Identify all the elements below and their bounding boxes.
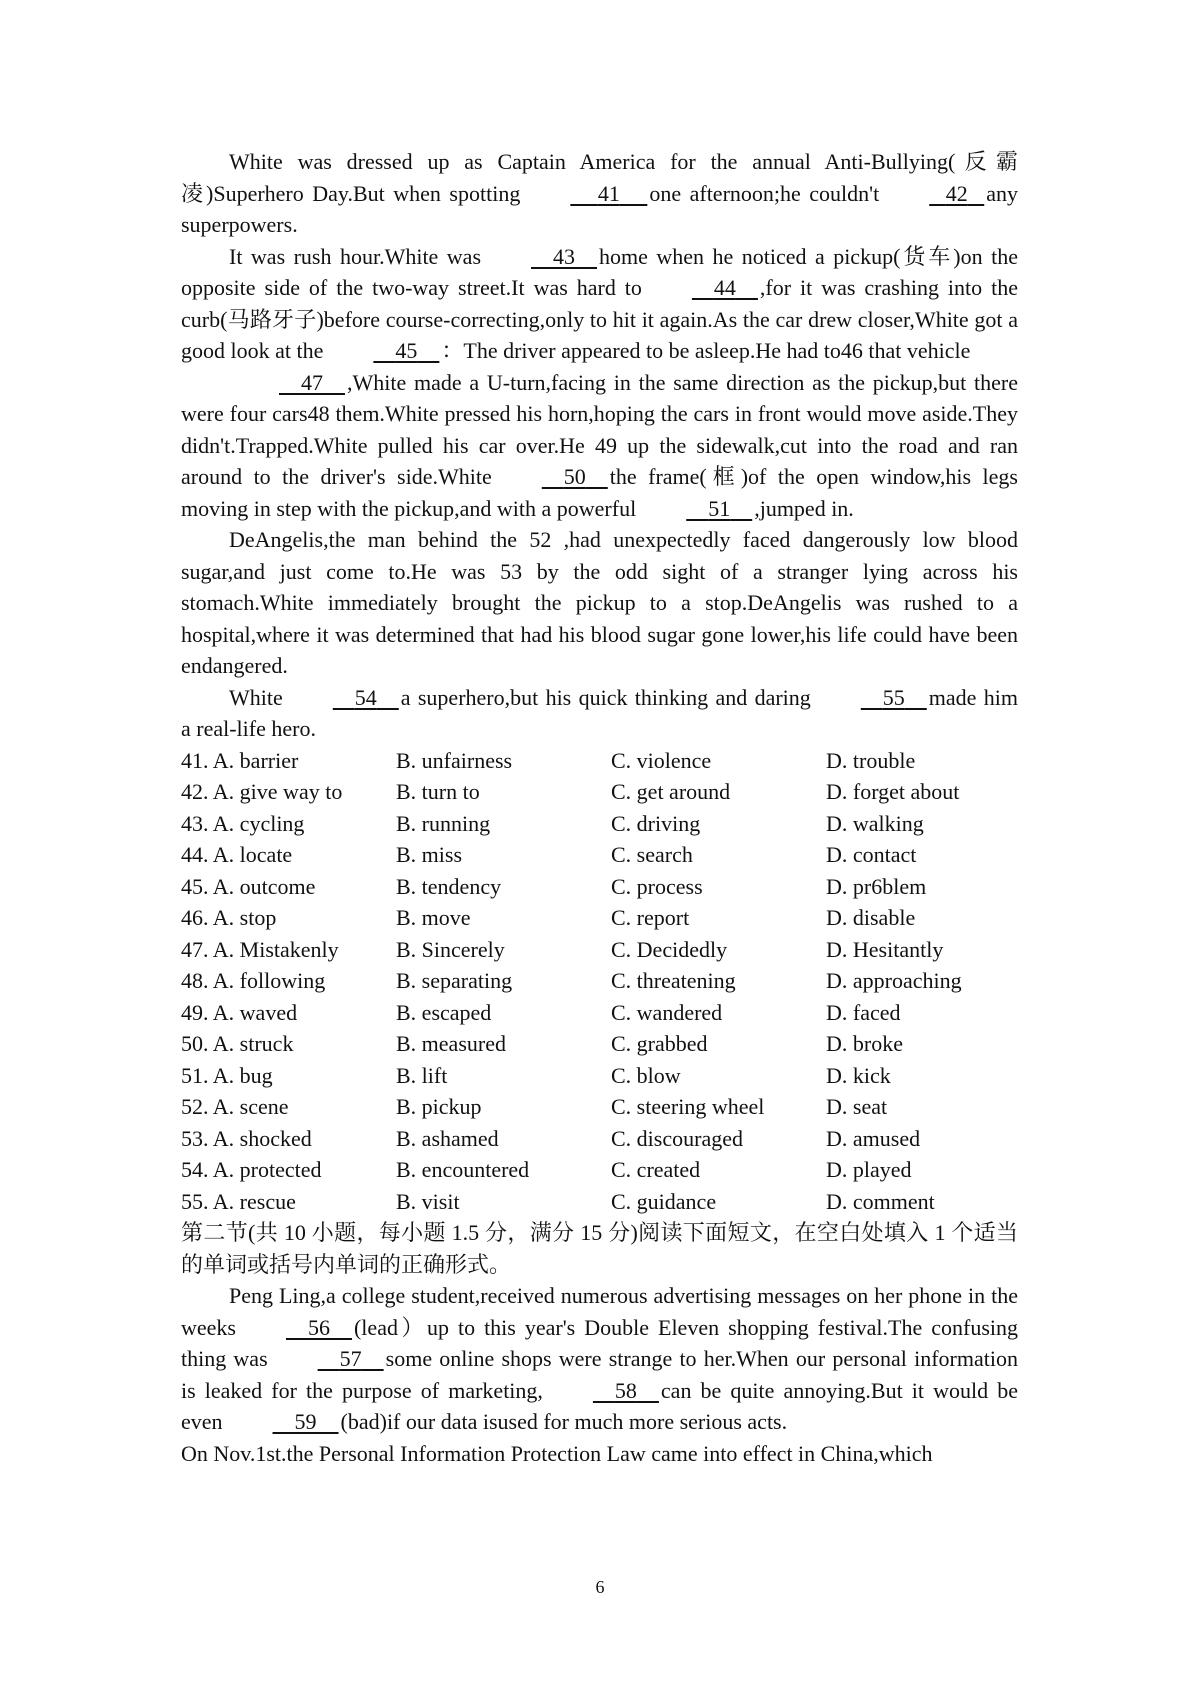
option-c: C. threatening bbox=[611, 968, 736, 993]
option-b: B. move bbox=[396, 905, 471, 930]
option-a: 44. A. locate bbox=[181, 842, 293, 867]
option-row bbox=[181, 1028, 1018, 1060]
text: ,jumped in. bbox=[754, 495, 854, 521]
option-a: 43. A. cycling bbox=[181, 810, 305, 836]
blank-51: 51 bbox=[708, 495, 731, 521]
option-row bbox=[181, 776, 1018, 808]
option-a: 41. A. barrier bbox=[181, 747, 299, 773]
option-a: 53. A. shocked bbox=[181, 1125, 312, 1151]
text: ,White made a U-turn,facing in the same direction as the pickup,but there were four cars48 them.White pressed his horn,hoping the cars in front would move aside.They didn't.Trapped.White pulled his car over.He 49 up the sidewalk,cut into the road and ran around to the driver's side.White bbox=[181, 369, 1018, 489]
option-row bbox=[181, 1060, 1018, 1092]
option-d: D. approaching bbox=[826, 968, 962, 993]
text: White bbox=[229, 684, 283, 710]
blank-45: 45 bbox=[395, 338, 418, 363]
blank-55: 55 bbox=[882, 684, 905, 710]
text: Peng Ling,a college student,received numerous advertising messages on her phone in the weeks bbox=[181, 1283, 1018, 1340]
section-2-paragraph-1 bbox=[181, 1280, 1018, 1438]
blank-59: 59 bbox=[294, 1409, 317, 1434]
text: ：The driver appeared to be asleep.He had to46 that vehicle bbox=[441, 338, 971, 363]
page-number: 6 bbox=[595, 1577, 605, 1597]
blank-57: 57 bbox=[339, 1346, 362, 1371]
option-row bbox=[181, 1123, 1018, 1155]
option-c: C. get around bbox=[611, 779, 731, 804]
option-c: C. Decidedly bbox=[611, 936, 728, 962]
option-a: 45. A. outcome bbox=[181, 873, 316, 899]
section-2-paragraph-2: On Nov.1st.the Personal Information Protection Law came into effect in China,which bbox=[181, 1440, 933, 1466]
option-c: C. blow bbox=[611, 1062, 681, 1088]
text: a superhero,but his quick thinking and daring bbox=[400, 684, 811, 710]
text: (bad)if our data isused for much more serious acts. bbox=[340, 1409, 788, 1434]
text: made him a real-life hero. bbox=[181, 684, 1018, 741]
option-d: D. Hesitantly bbox=[826, 936, 944, 962]
option-row bbox=[181, 997, 1018, 1029]
option-a: 46. A. stop bbox=[181, 905, 277, 930]
answer-options bbox=[181, 745, 1018, 1218]
passage-paragraph-4: DeAngelis,the man behind the 52 ,had unexpectedly faced dangerously low blood sugar,and just come to.He was 53 by the odd sight of a stranger lying across his stomach.White immediately brought the pickup to a stop.DeAngelis was rushed to a hospital,where it was determined that had his blood sugar gone lower,his life could have been endangered. bbox=[181, 527, 1018, 678]
option-c: C. grabbed bbox=[611, 1031, 708, 1056]
option-d: D. broke bbox=[826, 1031, 903, 1056]
option-row bbox=[181, 745, 1018, 777]
option-row bbox=[181, 934, 1018, 966]
option-b: B. measured bbox=[396, 1031, 506, 1056]
option-d: D. seat bbox=[826, 1094, 888, 1119]
document-page bbox=[181, 146, 1018, 1469]
option-c: C. discouraged bbox=[611, 1125, 743, 1151]
option-b: B. lift bbox=[396, 1062, 448, 1088]
option-b: B. running bbox=[396, 810, 491, 836]
option-row bbox=[181, 839, 1018, 871]
option-c: C. created bbox=[611, 1157, 701, 1182]
option-d: D. amused bbox=[826, 1125, 921, 1151]
option-a: 49. A. waved bbox=[181, 999, 298, 1025]
option-row bbox=[181, 902, 1018, 934]
option-c: C. violence bbox=[611, 747, 712, 773]
option-a: 47. A. Mistakenly bbox=[181, 936, 339, 962]
option-b: B. separating bbox=[396, 968, 513, 993]
text: (lead）up to this year's Double Eleven shopping festival.The confusing thing was bbox=[181, 1314, 1018, 1371]
text: ,for it was crashing into the curb(马路牙子)before course-correcting,only to hit it again.As the car drew closer,White got a good look at the bbox=[181, 275, 1018, 363]
text: one afternoon;he couldn't bbox=[649, 180, 880, 206]
option-a: 52. A. scene bbox=[181, 1094, 289, 1119]
option-c: C. driving bbox=[611, 810, 701, 836]
option-a: 50. A. struck bbox=[181, 1031, 294, 1056]
option-d: D. contact bbox=[826, 842, 917, 867]
option-d: D. pr6blem bbox=[826, 873, 927, 899]
option-a: 54. A. protected bbox=[181, 1157, 322, 1182]
passage-paragraph-5 bbox=[181, 682, 1018, 745]
passage-paragraph-1 bbox=[181, 146, 1018, 241]
option-b: B. escaped bbox=[396, 999, 492, 1025]
option-d: D. forget about bbox=[826, 779, 960, 804]
option-d: D. comment bbox=[826, 1188, 935, 1214]
blank-42: 42 bbox=[945, 180, 968, 206]
option-b: B. encountered bbox=[396, 1157, 530, 1182]
text: some online shops were strange to her.When our personal information is leaked for the purpose of marketing, bbox=[181, 1346, 1018, 1403]
blank-47: 47 bbox=[301, 369, 323, 395]
option-a: 48. A. following bbox=[181, 968, 326, 993]
option-row bbox=[181, 871, 1018, 903]
option-row bbox=[181, 808, 1018, 840]
option-b: B. unfairness bbox=[396, 747, 513, 773]
option-d: D. played bbox=[826, 1157, 912, 1182]
option-b: B. turn to bbox=[396, 779, 480, 804]
text: the frame(框)of the open window,his legs moving in step with the pickup,and with a powerful bbox=[181, 464, 1018, 521]
option-row bbox=[181, 1154, 1018, 1186]
blank-54: 54 bbox=[354, 684, 377, 710]
blank-44: 44 bbox=[713, 275, 736, 300]
option-a: 55. A. rescue bbox=[181, 1188, 296, 1214]
option-d: D. trouble bbox=[826, 747, 916, 773]
option-d: D. kick bbox=[826, 1062, 891, 1088]
option-d: D. faced bbox=[826, 999, 901, 1025]
passage-paragraph-3 bbox=[181, 367, 1018, 525]
option-b: B. tendency bbox=[396, 873, 502, 899]
option-c: C. process bbox=[611, 873, 703, 899]
option-a: 42. A. give way to bbox=[181, 779, 343, 804]
text: It was rush hour.White was bbox=[229, 243, 482, 269]
blank-41: 41 bbox=[597, 180, 620, 206]
blank-43: 43 bbox=[553, 243, 576, 269]
option-c: C. wandered bbox=[611, 999, 723, 1025]
option-d: D. disable bbox=[826, 905, 916, 930]
passage-paragraph-2 bbox=[181, 241, 1018, 367]
option-c: C. steering wheel bbox=[611, 1094, 765, 1119]
text: White was dressed up as Captain America for the annual Anti-Bullying(反霸凌)Superhero Day.But when spotting bbox=[181, 149, 1018, 206]
option-d: D. walking bbox=[826, 810, 924, 836]
option-b: B. ashamed bbox=[396, 1125, 499, 1151]
option-c: C. search bbox=[611, 842, 693, 867]
text: any superpowers. bbox=[181, 180, 1018, 237]
option-row bbox=[181, 1091, 1018, 1123]
option-b: B. pickup bbox=[396, 1094, 482, 1119]
option-row bbox=[181, 1186, 1018, 1218]
option-row bbox=[181, 965, 1018, 997]
text: can be quite annoying.But it would be even bbox=[181, 1377, 1018, 1434]
blank-56: 56 bbox=[307, 1314, 330, 1340]
blank-50: 50 bbox=[563, 464, 586, 489]
option-b: B. miss bbox=[396, 842, 463, 867]
section-2-title: 第二节(共 10 小题，每小题 1.5 分，满分 15 分)阅读下面短文，在空白处填入 1 个适当的单词或括号内单词的正确形式。 bbox=[181, 1220, 1018, 1277]
option-b: B. visit bbox=[396, 1188, 460, 1214]
option-a: 51. A. bug bbox=[181, 1062, 273, 1088]
text: home when he noticed a pickup(货车)on the opposite side of the two-way street.It was hard to bbox=[181, 243, 1018, 300]
option-c: C. report bbox=[611, 905, 690, 930]
blank-58: 58 bbox=[614, 1377, 637, 1403]
option-c: C. guidance bbox=[611, 1188, 717, 1214]
option-b: B. Sincerely bbox=[396, 936, 505, 962]
